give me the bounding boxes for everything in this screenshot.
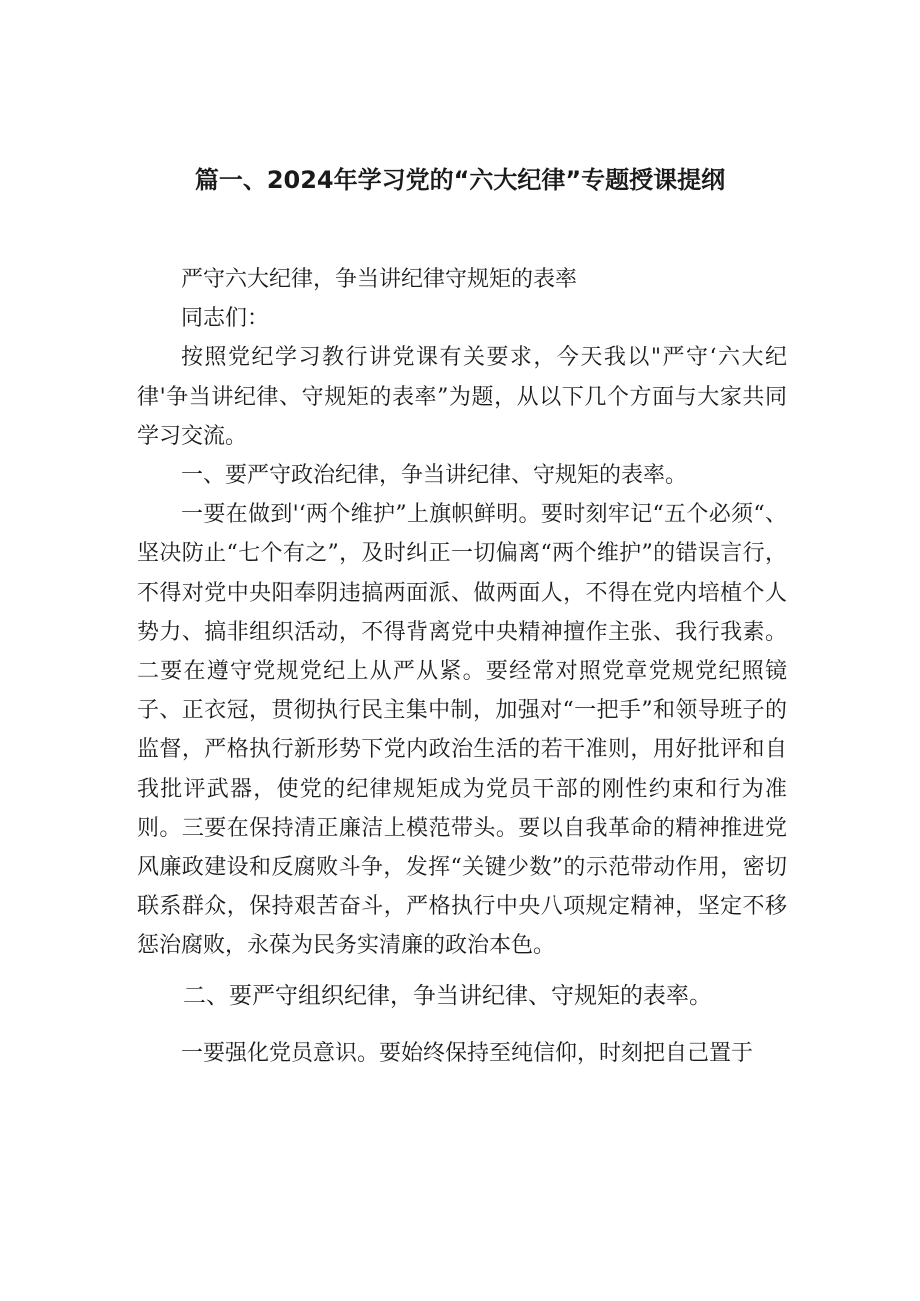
document-body <box>137 260 787 1073</box>
paragraph-salutation: 同志们： <box>181 306 270 332</box>
paragraph-section-1-body: 一要在做到'‘两个维护”上旗帜鲜明。要时刻牢记“五个必须“、坚决防止“七个有之”，及时纠正一切偏离“两个维护”的错误言行，不得对党中央阳奉阴违搞两面派、做两面人，不得在党内培植个人势力、搞非组织活动，不得背离党中央精神擅作主张、我行我素。二要在遵守党规党纪上从严从紧。要经常对照党章党规党纪照镜子、正衣冠，贯彻执行民主集中制，加强对“一把手”和领导班子的监督，严格执行新形势下党内政治生活的若干准则，用好批评和自我批评武器，使党的纪律规矩成为党员干部的刚性约束和行为准则。三要在保持清正廉洁上模范带头。要以自我革命的精神推进党风廉政建设和反腐败斗争，发挥“关键少数”的示范带动作用，密切联系群众，保持艰苦奋斗，严格执行中央八项规定精神，坚定不移惩治腐败，永葆为民务实清廉的政治本色。 <box>137 502 787 959</box>
paragraph-section-2-body: 一要强化党员意识。要始终保持至纯信仰，时刻把自己置于 <box>181 1040 754 1066</box>
document-title: 篇一、2024年学习党的“六大纪律”专题授课提纲 <box>194 166 726 194</box>
section-heading-2: 二、要严守组织纪律，争当讲纪律、守规矩的表率。 <box>183 982 712 1009</box>
paragraph-intro: 按照党纪学习教行讲党课有关要求，今天我以"严守‘六大纪律'争当讲纪律、守规矩的表率”为题，从以下几个方面与大家共同学习交流。 <box>137 345 787 449</box>
paragraph-subtitle: 严守六大纪律，争当讲纪律守规矩的表率 <box>181 267 578 292</box>
section-heading-1: 一、要严守政治纪律，争当讲纪律、守规矩的表率。 <box>181 463 688 489</box>
